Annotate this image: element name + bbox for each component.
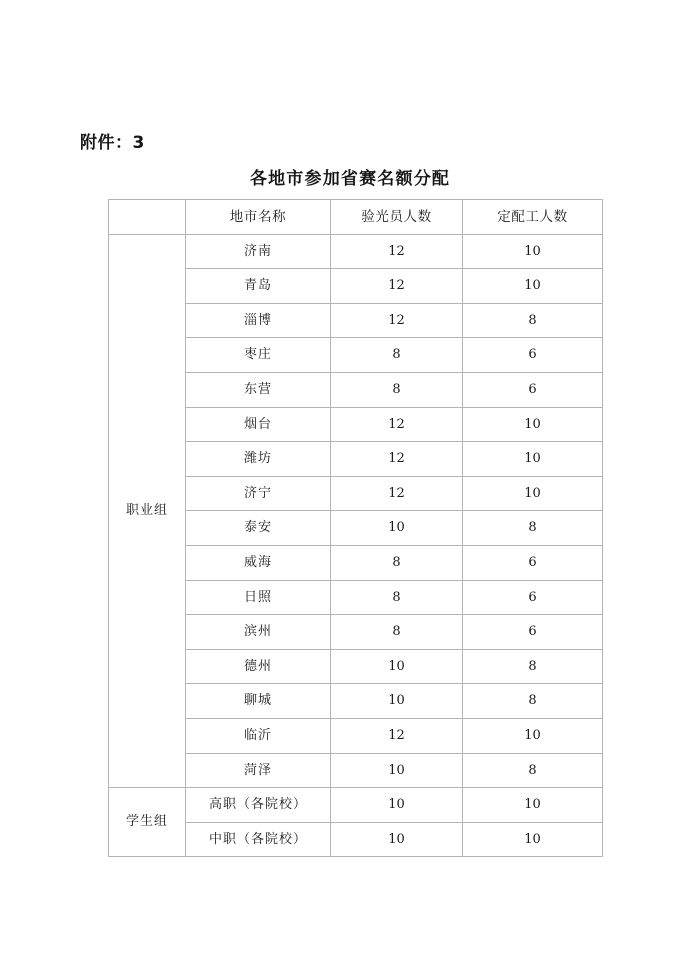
table-row: [109, 234, 603, 269]
cell-optometrist: 12: [331, 269, 463, 304]
cell-optometrist: 8: [331, 338, 463, 373]
cell-city: 滨州: [186, 615, 331, 650]
cell-fitter: 8: [463, 649, 603, 684]
cell-optometrist: 12: [331, 234, 463, 269]
cell-optometrist: 10: [331, 684, 463, 719]
quota-table: [108, 199, 603, 857]
table-row: [109, 788, 603, 823]
cell-optometrist: 10: [331, 511, 463, 546]
cell-optometrist: 12: [331, 407, 463, 442]
group-label-1: 学生组: [109, 788, 186, 857]
cell-optometrist: 10: [331, 649, 463, 684]
cell-city: 泰安: [186, 511, 331, 546]
cell-fitter: 6: [463, 545, 603, 580]
quota-table-container: [108, 199, 602, 857]
header-cell-group: [109, 200, 186, 235]
cell-city: 济南: [186, 234, 331, 269]
cell-city: 烟台: [186, 407, 331, 442]
cell-fitter: 8: [463, 753, 603, 788]
header-cell-fitter: 定配工人数: [463, 200, 603, 235]
page-title: 各地市参加省赛名额分配: [249, 169, 451, 189]
header-cell-city: 地市名称: [186, 200, 331, 235]
cell-optometrist: 12: [331, 476, 463, 511]
cell-optometrist: 12: [331, 303, 463, 338]
header-cell-optometrist: 验光员人数: [331, 200, 463, 235]
cell-city: 聊城: [186, 684, 331, 719]
cell-fitter: 8: [463, 511, 603, 546]
cell-city: 日照: [186, 580, 331, 615]
cell-fitter: 6: [463, 372, 603, 407]
cell-city: 济宁: [186, 476, 331, 511]
cell-city: 枣庄: [186, 338, 331, 373]
group-label-0: 职业组: [109, 234, 186, 788]
cell-city: 菏泽: [186, 753, 331, 788]
cell-fitter: 8: [463, 684, 603, 719]
cell-city: 青岛: [186, 269, 331, 304]
cell-fitter: 10: [463, 442, 603, 477]
table-header-row: [109, 200, 603, 235]
cell-fitter: 10: [463, 269, 603, 304]
cell-fitter: 10: [463, 718, 603, 753]
cell-city: 潍坊: [186, 442, 331, 477]
cell-city: 中职（各院校）: [186, 822, 331, 857]
cell-fitter: 6: [463, 580, 603, 615]
cell-city: 威海: [186, 545, 331, 580]
cell-optometrist: 12: [331, 442, 463, 477]
cell-fitter: 6: [463, 338, 603, 373]
cell-fitter: 6: [463, 615, 603, 650]
quota-table-body: [109, 200, 603, 857]
cell-city: 东营: [186, 372, 331, 407]
cell-optometrist: 8: [331, 580, 463, 615]
cell-city: 德州: [186, 649, 331, 684]
cell-fitter: 10: [463, 234, 603, 269]
cell-optometrist: 10: [331, 822, 463, 857]
cell-fitter: 10: [463, 788, 603, 823]
cell-city: 高职（各院校）: [186, 788, 331, 823]
cell-fitter: 10: [463, 407, 603, 442]
cell-fitter: 8: [463, 303, 603, 338]
cell-optometrist: 8: [331, 615, 463, 650]
cell-city: 临沂: [186, 718, 331, 753]
cell-city: 淄博: [186, 303, 331, 338]
cell-optometrist: 12: [331, 718, 463, 753]
cell-optometrist: 10: [331, 788, 463, 823]
cell-fitter: 10: [463, 476, 603, 511]
cell-optometrist: 8: [331, 545, 463, 580]
cell-optometrist: 10: [331, 753, 463, 788]
attachment-label: 附件：3: [80, 133, 145, 153]
cell-optometrist: 8: [331, 372, 463, 407]
cell-fitter: 10: [463, 822, 603, 857]
